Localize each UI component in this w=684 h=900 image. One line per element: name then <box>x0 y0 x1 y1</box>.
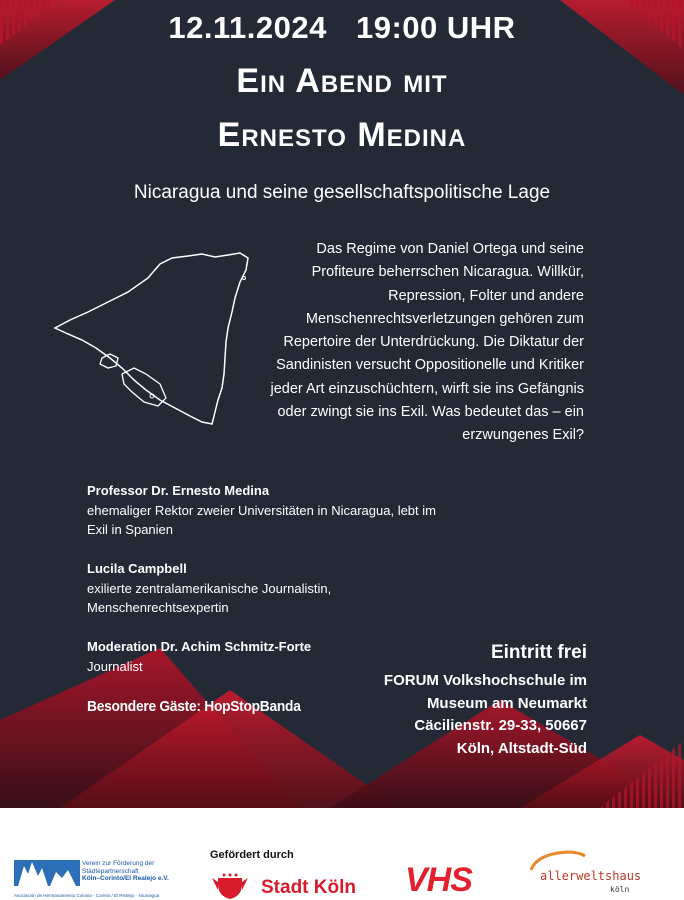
association-line-1: Verein zur Förderung der <box>82 860 155 867</box>
funded-by-label: Gefördert durch <box>210 849 294 861</box>
speaker-name: Professor Dr. Ernesto Medina <box>87 483 270 498</box>
speaker-description: Journalist <box>87 658 143 674</box>
vhs-logo: VHS <box>405 861 472 899</box>
association-name <box>82 860 169 883</box>
event-datetime <box>0 10 684 46</box>
speaker-name: Lucila Campbell <box>87 561 187 576</box>
subtitle: Nicaragua und seine gesellschaftspolitische Lage <box>133 182 551 203</box>
venue-line-2: Museum am Neumarkt <box>426 694 587 712</box>
venue-line-3: Cäcilienstr. 29-33, 50667 <box>414 717 587 734</box>
association-line-2: Städtepartnerschaft <box>82 867 139 875</box>
body-text: Das Regime von Daniel Ortega und seine Profiteure beherrschen Nicaragua. Willkür, Repression, Folter und andere Menschenrechtsverletzungen gehören zum Repertoire der Unterdrückung. Die Diktatur der Sandinisten versucht Oppositionelle und Kritiker jeder Art einzuschüchtern, wirft sie ins Gefängnis oder zwingt sie ins Exil. Was bedeutet das – ein erzwungenes Exil? <box>270 241 584 444</box>
entry-free: Eintritt frei <box>490 642 587 663</box>
association-logo-icon <box>14 852 80 894</box>
speaker-name: Moderation Dr. Achim Schmitz-Forte <box>87 639 312 654</box>
stadt-koeln-logo: Stadt Köln <box>261 877 356 898</box>
cologne-coat-of-arms-icon <box>210 868 250 900</box>
venue-line-4: Köln, Altstadt-Süd <box>456 739 587 757</box>
allerweltshaus-logo: allerweltshaus <box>540 869 642 883</box>
speaker-description: ehemaliger Rektor zweier Universitäten in Nicaragua, lebt im Exil in Spanien <box>87 502 436 537</box>
venue-address <box>384 670 587 760</box>
speaker-2 <box>87 559 377 618</box>
speaker-3 <box>87 637 311 676</box>
title-line-2: Ernesto Medina <box>217 116 467 154</box>
event-time: 19:00 UHR <box>356 10 516 45</box>
special-guests: Besondere Gäste: HopStopBanda <box>87 698 301 715</box>
speaker-1 <box>87 481 442 540</box>
venue-line-1: FORUM Volkshochschule im <box>383 672 587 689</box>
nicaragua-map-icon <box>50 250 260 430</box>
association-line-3: Köln–Corinto/El Realejo e.V. <box>82 875 169 883</box>
association-subtext: Asociación de Hermanamiento Colonia - Corinto / El Realejo · Nicaragua <box>14 893 160 898</box>
allerweltshaus-koeln: köln <box>610 885 630 894</box>
title-line-1: Ein Abend mit <box>236 62 448 100</box>
speaker-description: exilierte zentralamerikanische Journalistin, Menschenrechtsexpertin <box>87 580 332 615</box>
event-date: 12.11.2024 <box>168 10 327 45</box>
